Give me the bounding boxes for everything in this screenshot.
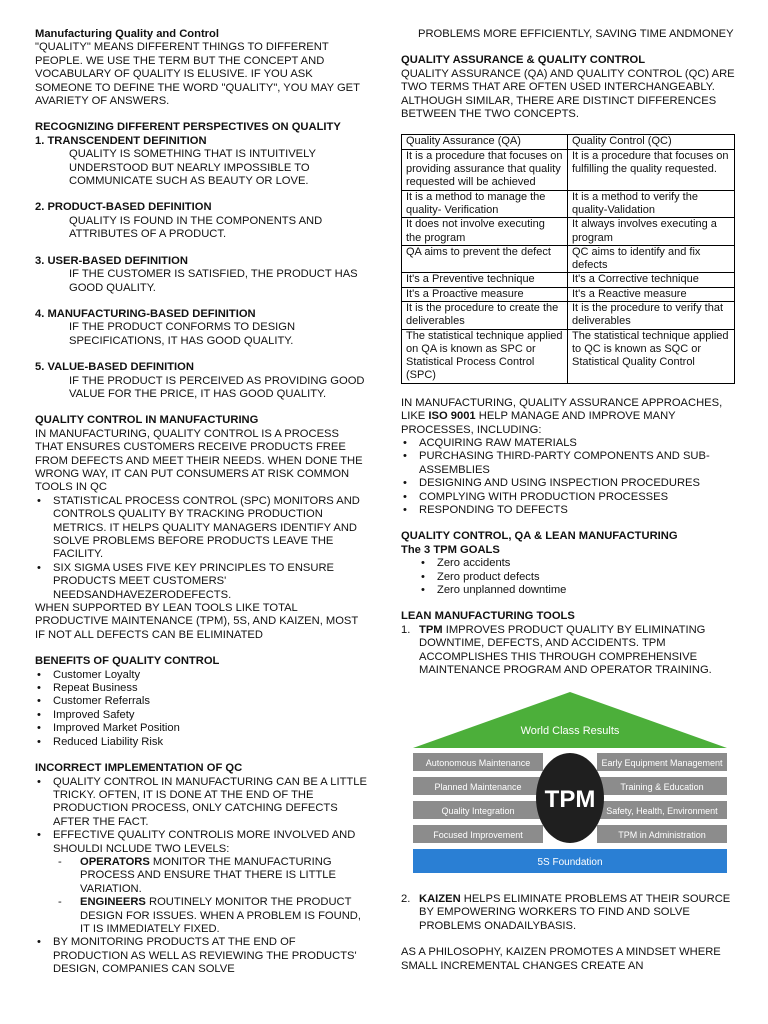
- table-header: Quality Assurance (QA): [402, 135, 568, 149]
- pillar-label: Focused Improvement: [433, 829, 523, 840]
- table-row: [402, 302, 735, 330]
- definition-title: 1. TRANSCENDENT DEFINITION: [35, 134, 207, 147]
- table-cell: It is a method to verify the quality-Validation: [568, 190, 735, 218]
- foundation-label: 5S Foundation: [537, 856, 603, 868]
- qaqc-paragraph: QUALITY ASSURANCE (QA) AND QUALITY CONTROL (QC) ARE TWO TERMS THAT ARE OFTEN USED INTERCHANGEABLY. ALTHOUGH SIMILAR, THERE ARE DISTINCT DIFFERENCES BETWEEN THE TWO CONCEPTS.: [401, 67, 735, 121]
- right-column: [401, 28, 735, 973]
- iso-text-pre: IN MANUFACTURING, QUALITY ASSURANCE APPROACHES, LIKE: [401, 396, 723, 423]
- lean-qc-heading: QUALITY CONTROL, QA & LEAN MANUFACTURING: [401, 530, 678, 543]
- list-item: • BY MONITORING PRODUCTS AT THE END OF PRODUCTION AS WELL AS REVIEWING THE PRODUCTS' DESIGN, COMPANIES CAN SOLVE: [35, 936, 370, 976]
- table-cell: It does not involve executing the program: [402, 218, 568, 246]
- document-title: Manufacturing Quality and Control: [35, 28, 219, 40]
- list-item: • DESIGNING AND USING INSPECTION PROCEDURES: [401, 477, 735, 490]
- pillar-label: Planned Maintenance: [434, 781, 522, 792]
- table-cell: It's a Preventive technique: [402, 273, 568, 287]
- list-item: • Zero unplanned downtime: [419, 584, 735, 597]
- table-cell: It is the procedure to create the deliverables: [402, 302, 568, 330]
- qc-heading: QUALITY CONTROL IN MANUFACTURING: [35, 414, 259, 427]
- table-row: [402, 287, 735, 301]
- list-item: • PURCHASING THIRD-PARTY COMPONENTS AND SUB-ASSEMBLIES: [401, 450, 735, 477]
- table-row: [402, 218, 735, 246]
- list-item: • Customer Loyalty: [35, 669, 370, 682]
- list-item: • STATISTICAL PROCESS CONTROL (SPC) MONITORS AND CONTROLS QUALITY BY TRACKING PRODUCTION METRICS. IT HELPS QUALITY MANAGERS IDENTIFY AND SOLVE PROBLEMS BEFORE PRODUCTS LEAVE THE FACILITY.: [35, 495, 370, 562]
- list-item: [57, 856, 370, 896]
- tpm-house-diagram: [405, 686, 735, 881]
- qc-tools-list: [35, 495, 370, 602]
- table-cell: It is a procedure that focuses on providing assurance that quality requested will be achieved: [402, 149, 568, 190]
- list-item: • QUALITY CONTROL IN MANUFACTURING CAN BE A LITTLE TRICKY. OFTEN, IT IS DONE AT THE END OF THE PRODUCTION PROCESS, ONLY CATCHING DEFECTS AFTER THE FACT.: [35, 776, 370, 830]
- table-header: Quality Control (QC): [568, 135, 735, 149]
- list-item: [401, 893, 735, 933]
- list-item: [35, 829, 370, 856]
- table-cell: QA aims to prevent the defect: [402, 245, 568, 273]
- list-item: • Repeat Business: [35, 682, 370, 695]
- table-row: [402, 245, 735, 273]
- continuation-text: PROBLEMS MORE EFFICIENTLY, SAVING TIME ANDMONEY: [418, 28, 734, 40]
- tpm-center-label: TPM: [544, 785, 596, 813]
- list-item: • COMPLYING WITH PRODUCTION PROCESSES: [401, 491, 735, 504]
- definition-text: QUALITY IS FOUND IN THE COMPONENTS AND ATTRIBUTES OF A PRODUCT.: [69, 214, 323, 241]
- philosophy-paragraph: AS A PHILOSOPHY, KAIZEN PROMOTES A MINDSET WHERE SMALL INCREMENTAL CHANGES CREATE AN: [401, 946, 721, 972]
- list-item: • RESPONDING TO DEFECTS: [401, 504, 735, 517]
- lean-tools-list-cont: [401, 893, 735, 933]
- pillar-label: Quality Integration: [441, 805, 515, 816]
- definition-title: 5. VALUE-BASED DEFINITION: [35, 361, 194, 374]
- roof-label: World Class Results: [520, 724, 620, 737]
- level-name: OPERATORS: [80, 855, 150, 868]
- list-number: 1.: [401, 623, 411, 636]
- intro-paragraph: "QUALITY" MEANS DIFFERENT THINGS TO DIFFERENT PEOPLE. WE USE THE TERM BUT THE CONCEPT AND VOCABULARY OF QUALITY IS ELUSIVE. IF YOU ASK SOMEONE TO DEFINE THE WORD "QUALITY", YOU MAY GET AVARIETY OF ANSWERS.: [35, 41, 360, 108]
- levels-list: [35, 856, 370, 936]
- definition-text: QUALITY IS SOMETHING THAT IS INTUITIVELY UNDERSTOOD BUT NEARLY IMPOSSIBLE TO COMMUNICATE SUCH AS BEAUTY OR LOVE.: [69, 148, 316, 188]
- tpm-goals-heading: The 3 TPM GOALS: [401, 543, 500, 556]
- definition-title: 3. USER-BASED DEFINITION: [35, 254, 188, 267]
- tpm-goals-list: [401, 557, 735, 597]
- tool-name: TPM: [419, 623, 443, 636]
- pillar-label: Early Equipment Management: [601, 757, 723, 768]
- list-item: [401, 624, 735, 678]
- pillar-label: Autonomous Maintenance: [425, 757, 531, 768]
- table-cell: It is a procedure that focuses on fulfilling the quality requested.: [568, 149, 735, 190]
- list-item: • Improved Market Position: [35, 722, 370, 735]
- table-cell: The statistical technique applied on QA is known as SPC or Statistical Process Control (SPC): [402, 329, 568, 383]
- table-cell: It is the procedure to verify that deliverables: [568, 302, 735, 330]
- incorrect-list: [35, 776, 370, 856]
- tool-text: IMPROVES PRODUCT QUALITY BY ELIMINATING DOWNTIME, DEFECTS, AND ACCIDENTS. TPM ACCOMPLISHES THIS THROUGH COMPREHENSIVE MAINTENANCE PROGRAM AND OPERATOR TRAINING.: [419, 623, 712, 677]
- iso-paragraph: [401, 397, 735, 437]
- level-text: ROUTINELY MONITOR THE PRODUCT DESIGN FOR ISSUES. WHEN A PROBLEM IS FOUND, IT IS IMMEDIATELY FIXED.: [80, 896, 361, 935]
- list-item-text: EFFECTIVE QUALITY CONTROLIS MORE INVOLVED AND SHOULDI NCLUDE TWO LEVELS:: [53, 829, 356, 855]
- pillar-label: Training & Education: [620, 781, 704, 792]
- list-item: • Zero accidents: [419, 557, 735, 570]
- list-item: [57, 896, 370, 936]
- level-text: MONITOR THE MANUFACTURING PROCESS AND ENSURE THAT THERE IS LITTLE VARIATION.: [80, 855, 336, 895]
- iso-list: [401, 437, 735, 517]
- list-item: • Customer Referrals: [35, 695, 370, 708]
- list-number: 2.: [401, 892, 411, 905]
- definition-text: IF THE CUSTOMER IS SATISFIED, THE PRODUCT HAS GOOD QUALITY.: [69, 268, 358, 294]
- iso-text-post: HELP MANAGE AND IMPROVE MANY PROCESSES, INCLUDING:: [401, 410, 676, 436]
- pillar-label: TPM in Administration: [618, 829, 706, 840]
- list-item: • Reduced Liability Risk: [35, 736, 370, 749]
- tool-text: HELPS ELIMINATE PROBLEMS AT THEIR SOURCE BY EMPOWERING WORKERS TO FIND AND SOLVE PROBLEMS ONADAILYBASIS.: [419, 892, 731, 932]
- pillar-label: Safety, Health, Environment: [606, 805, 718, 816]
- iso-standard: ISO 9001: [428, 410, 476, 423]
- definition-text: IF THE PRODUCT CONFORMS TO DESIGN SPECIFICATIONS, IT HAS GOOD QUALITY.: [69, 321, 296, 347]
- perspectives-heading: RECOGNIZING DIFFERENT PERSPECTIVES ON QUALITY: [35, 121, 341, 134]
- table-row: [402, 190, 735, 218]
- level-name: ENGINEERS: [80, 896, 146, 909]
- table-cell: It always involves executing a program: [568, 218, 735, 246]
- qa-qc-table: [401, 134, 735, 383]
- benefits-list: [35, 669, 370, 749]
- lean-tools-heading: LEAN MANUFACTURING TOOLS: [401, 610, 575, 623]
- lean-paragraph: WHEN SUPPORTED BY LEAN TOOLS LIKE TOTAL PRODUCTIVE MAINTENANCE (TPM), 5S, AND KAIZEN, MOST IF NOT ALL DEFECTS CAN BE ELIMINATED: [35, 602, 359, 641]
- table-cell: The statistical technique applied to QC is known as SQC or Statistical Quality Control: [568, 329, 735, 383]
- tool-name: KAIZEN: [419, 892, 461, 905]
- lean-tools-list: [401, 624, 735, 678]
- list-item: • SIX SIGMA USES FIVE KEY PRINCIPLES TO ENSURE PRODUCTS MEET CUSTOMERS' NEEDSANDHAVEZERODEFECTS.: [35, 562, 370, 602]
- table-row: [402, 273, 735, 287]
- table-cell: QC aims to identify and fix defects: [568, 245, 735, 273]
- benefits-heading: BENEFITS OF QUALITY CONTROL: [35, 655, 220, 668]
- definition-text: IF THE PRODUCT IS PERCEIVED AS PROVIDING GOOD VALUE FOR THE PRICE, IT HAS GOOD QUALITY.: [69, 374, 365, 400]
- incorrect-heading: INCORRECT IMPLEMENTATION OF QC: [35, 762, 243, 775]
- left-column: [35, 28, 370, 977]
- definition-title: 4. MANUFACTURING-BASED DEFINITION: [35, 307, 256, 320]
- table-cell: It's a Reactive measure: [568, 287, 735, 301]
- table-header-row: [402, 135, 735, 149]
- list-item: • ACQUIRING RAW MATERIALS: [401, 437, 735, 450]
- table-cell: It is a method to manage the quality- Verification: [402, 190, 568, 218]
- incorrect-list-cont: [35, 936, 370, 976]
- table-cell: It's a Corrective technique: [568, 273, 735, 287]
- list-item: • Zero product defects: [419, 571, 735, 584]
- definition-title: 2. PRODUCT-BASED DEFINITION: [35, 201, 212, 214]
- table-row: [402, 329, 735, 383]
- list-item: • Improved Safety: [35, 709, 370, 722]
- qaqc-heading: QUALITY ASSURANCE & QUALITY CONTROL: [401, 54, 646, 67]
- table-cell: It's a Proactive measure: [402, 287, 568, 301]
- table-row: [402, 149, 735, 190]
- qc-paragraph: IN MANUFACTURING, QUALITY CONTROL IS A PROCESS THAT ENSURES CUSTOMERS RECEIVE PRODUCTS FREE FROM DEFECTS AND MEET THEIR NEEDS. WHEN DONE THE WRONG WAY, IT CAN PUT CONSUMERS AT RISK COMMON TOOLS IN QC: [35, 427, 363, 494]
